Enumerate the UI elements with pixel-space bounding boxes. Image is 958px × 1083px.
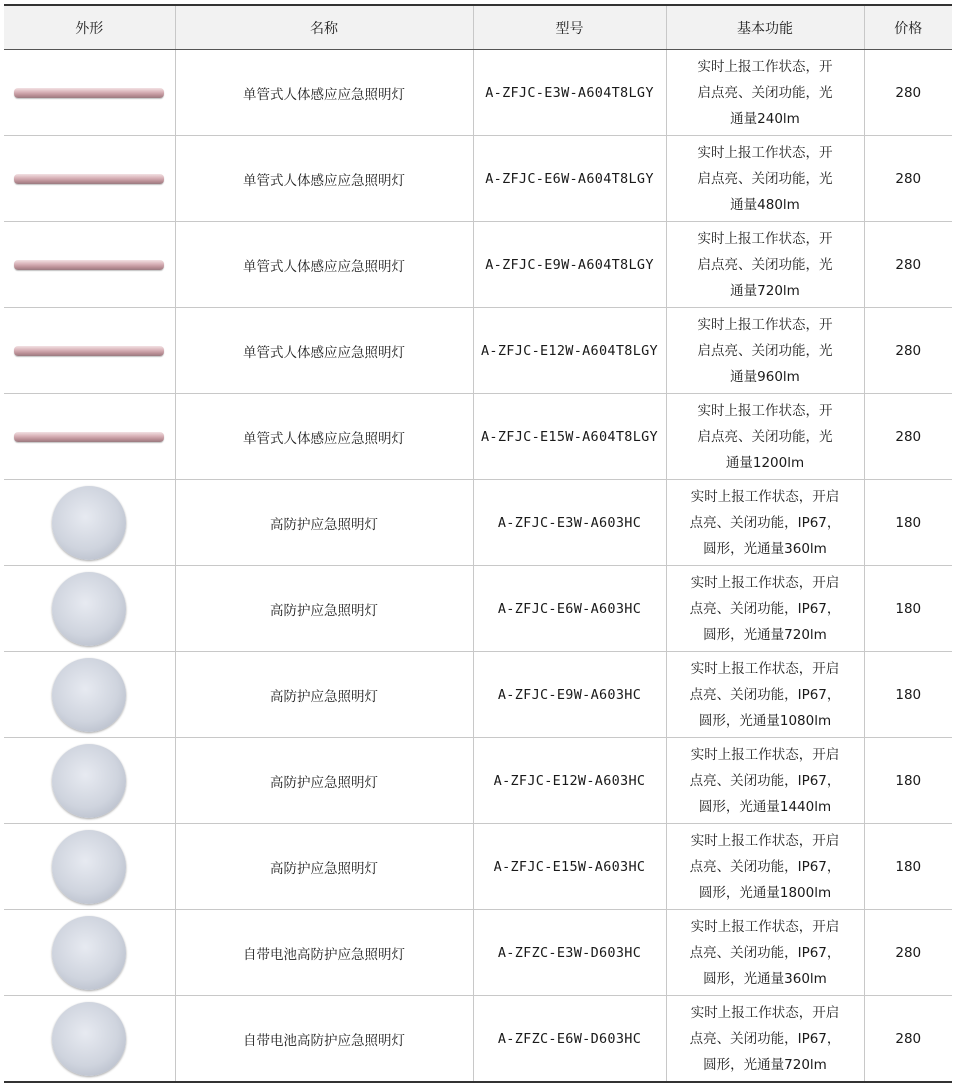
function-line: 点亮、关闭功能，IP67，	[689, 944, 841, 961]
product-name: 高防护应急照明灯	[175, 652, 473, 738]
product-name: 单管式人体感应应急照明灯	[175, 50, 473, 136]
product-image-cell	[4, 996, 175, 1083]
function-line: 通量240lm	[730, 110, 800, 127]
product-name: 高防护应急照明灯	[175, 566, 473, 652]
header-name: 名称	[175, 5, 473, 50]
disc-icon	[52, 744, 126, 818]
function-line: 圆形，光通量360lm	[703, 540, 827, 557]
product-model: A-ZFJC-E3W-A603HC	[473, 480, 666, 566]
function-line: 点亮、关闭功能，IP67，	[689, 1030, 841, 1047]
product-image-cell	[4, 136, 175, 222]
function-line: 实时上报工作状态，开启	[690, 918, 840, 935]
function-line: 实时上报工作状态，开	[697, 402, 833, 419]
function-line: 实时上报工作状态，开启	[690, 832, 840, 849]
product-name: 单管式人体感应应急照明灯	[175, 136, 473, 222]
product-name: 高防护应急照明灯	[175, 480, 473, 566]
header-price: 价格	[864, 5, 952, 50]
product-name: 自带电池高防护应急照明灯	[175, 910, 473, 996]
table-row	[4, 996, 952, 1083]
header-row	[4, 5, 952, 50]
table-body	[4, 50, 952, 1083]
product-image-cell	[4, 308, 175, 394]
table-row	[4, 480, 952, 566]
product-model: A-ZFJC-E9W-A604T8LGY	[473, 222, 666, 308]
tube-icon	[14, 174, 164, 184]
product-model: A-ZFJC-E6W-A603HC	[473, 566, 666, 652]
product-price: 280	[864, 136, 952, 222]
function-line: 实时上报工作状态，开	[697, 316, 833, 333]
product-image-cell	[4, 652, 175, 738]
product-price: 180	[864, 824, 952, 910]
function-line: 圆形，光通量1080lm	[698, 712, 832, 729]
product-model: A-ZFJC-E3W-A604T8LGY	[473, 50, 666, 136]
function-line: 实时上报工作状态，开启	[690, 574, 840, 591]
function-line: 圆形，光通量1800lm	[698, 884, 832, 901]
tube-icon	[14, 346, 164, 356]
product-image-cell	[4, 222, 175, 308]
table-row	[4, 50, 952, 136]
product-model: A-ZFJC-E12W-A604T8LGY	[473, 308, 666, 394]
product-function	[666, 222, 864, 308]
product-name: 自带电池高防护应急照明灯	[175, 996, 473, 1083]
function-line: 圆形，光通量1440lm	[698, 798, 832, 815]
product-function	[666, 480, 864, 566]
product-function	[666, 738, 864, 824]
product-image-cell	[4, 50, 175, 136]
table-row	[4, 566, 952, 652]
product-spec-table	[4, 4, 952, 1083]
function-line: 通量720lm	[730, 282, 800, 299]
product-image-cell	[4, 394, 175, 480]
product-price: 180	[864, 652, 952, 738]
product-model: A-ZFZC-E6W-D603HC	[473, 996, 666, 1083]
product-name: 单管式人体感应应急照明灯	[175, 222, 473, 308]
function-line: 启点亮、关闭功能，光	[697, 256, 833, 273]
product-function	[666, 394, 864, 480]
product-name: 高防护应急照明灯	[175, 824, 473, 910]
disc-icon	[52, 830, 126, 904]
function-line: 启点亮、关闭功能，光	[697, 342, 833, 359]
product-image-cell	[4, 910, 175, 996]
function-line: 点亮、关闭功能，IP67，	[689, 600, 841, 617]
product-price: 280	[864, 394, 952, 480]
function-line: 圆形，光通量720lm	[703, 1056, 827, 1073]
function-line: 点亮、关闭功能，IP67，	[689, 686, 841, 703]
disc-icon	[52, 572, 126, 646]
product-price: 280	[864, 222, 952, 308]
product-model: A-ZFJC-E6W-A604T8LGY	[473, 136, 666, 222]
product-function	[666, 910, 864, 996]
product-name: 单管式人体感应应急照明灯	[175, 394, 473, 480]
function-line: 启点亮、关闭功能，光	[697, 428, 833, 445]
function-line: 通量960lm	[730, 368, 800, 385]
tube-icon	[14, 432, 164, 442]
disc-icon	[52, 1002, 126, 1076]
function-line: 通量1200lm	[725, 454, 805, 471]
product-function	[666, 824, 864, 910]
table-row	[4, 394, 952, 480]
product-price: 280	[864, 308, 952, 394]
table-row	[4, 738, 952, 824]
table-row	[4, 136, 952, 222]
table-row	[4, 222, 952, 308]
product-model: A-ZFJC-E15W-A603HC	[473, 824, 666, 910]
function-line: 实时上报工作状态，开	[697, 144, 833, 161]
product-price: 280	[864, 50, 952, 136]
tube-icon	[14, 260, 164, 270]
product-name: 单管式人体感应应急照明灯	[175, 308, 473, 394]
disc-icon	[52, 658, 126, 732]
product-function	[666, 50, 864, 136]
disc-icon	[52, 916, 126, 990]
product-image-cell	[4, 824, 175, 910]
product-price: 180	[864, 480, 952, 566]
function-line: 实时上报工作状态，开启	[690, 746, 840, 763]
tube-icon	[14, 88, 164, 98]
product-model: A-ZFJC-E12W-A603HC	[473, 738, 666, 824]
function-line: 启点亮、关闭功能，光	[697, 170, 833, 187]
table-row	[4, 652, 952, 738]
function-line: 点亮、关闭功能，IP67，	[689, 772, 841, 789]
disc-icon	[52, 486, 126, 560]
function-line: 点亮、关闭功能，IP67，	[689, 514, 841, 531]
product-function	[666, 652, 864, 738]
product-model: A-ZFJC-E9W-A603HC	[473, 652, 666, 738]
product-model: A-ZFZC-E3W-D603HC	[473, 910, 666, 996]
product-price: 280	[864, 996, 952, 1083]
table-row	[4, 910, 952, 996]
table-row	[4, 308, 952, 394]
function-line: 点亮、关闭功能，IP67，	[689, 858, 841, 875]
product-function	[666, 136, 864, 222]
product-image-cell	[4, 566, 175, 652]
function-line: 实时上报工作状态，开	[697, 230, 833, 247]
product-image-cell	[4, 480, 175, 566]
product-model: A-ZFJC-E15W-A604T8LGY	[473, 394, 666, 480]
function-line: 实时上报工作状态，开启	[690, 1004, 840, 1021]
product-price: 180	[864, 738, 952, 824]
function-line: 实时上报工作状态，开启	[690, 660, 840, 677]
product-function	[666, 308, 864, 394]
function-line: 实时上报工作状态，开	[697, 58, 833, 75]
function-line: 圆形，光通量360lm	[703, 970, 827, 987]
header-model: 型号	[473, 5, 666, 50]
function-line: 通量480lm	[730, 196, 800, 213]
table-row	[4, 824, 952, 910]
product-image-cell	[4, 738, 175, 824]
product-price: 180	[864, 566, 952, 652]
product-name: 高防护应急照明灯	[175, 738, 473, 824]
header-shape: 外形	[4, 5, 175, 50]
product-price: 280	[864, 910, 952, 996]
function-line: 圆形，光通量720lm	[703, 626, 827, 643]
function-line: 启点亮、关闭功能，光	[697, 84, 833, 101]
header-function: 基本功能	[666, 5, 864, 50]
product-function	[666, 566, 864, 652]
product-function	[666, 996, 864, 1083]
function-line: 实时上报工作状态，开启	[690, 488, 840, 505]
